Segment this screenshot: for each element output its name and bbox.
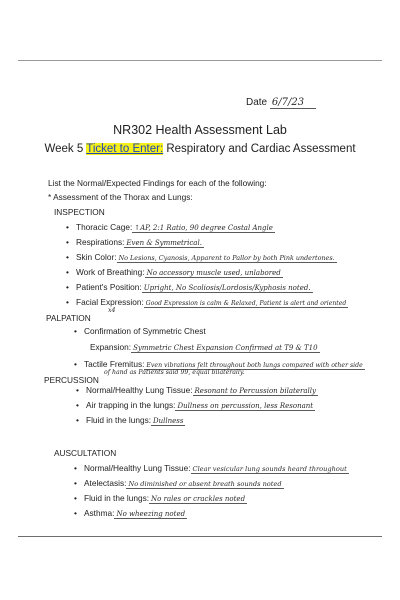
item-answer: No wheezing noted — [116, 510, 186, 518]
item-label: Thoracic Cage: — [76, 222, 133, 232]
item-answer: No accessory muscle used, unlabored — [146, 269, 281, 277]
expansion-line — [90, 342, 320, 352]
item-answer: Good Expression is calm & Relaxed, Patient is alert and oriented — [145, 300, 347, 307]
item-answer: No rales or crackles noted — [151, 495, 246, 503]
item-answer: Resonant to Percussion bilaterally — [194, 387, 316, 395]
expansion-label: Expansion: — [90, 342, 132, 352]
week-prefix: Week 5 — [44, 143, 87, 155]
ticket-to-enter-link[interactable]: Ticket to Enter: — [86, 143, 164, 155]
item-label: Facial Expression: — [76, 297, 144, 307]
palpation-list — [74, 324, 378, 339]
item-label: Confirmation of Symmetric Chest — [84, 326, 206, 336]
auscultation-item-asthma — [74, 506, 378, 521]
facial-note: x4 — [108, 307, 116, 314]
palpation-item-symmetric-chest — [74, 324, 378, 339]
item-label: Normal/Healthy Lung Tissue: — [86, 385, 193, 395]
item-label: Normal/Healthy Lung Tissue: — [84, 463, 191, 473]
auscultation-item-atelectasis — [74, 476, 378, 491]
item-label: Asthma: — [84, 508, 115, 518]
inspection-list — [66, 220, 378, 310]
inspection-item-work-of-breathing — [66, 265, 378, 280]
auscultation-item-fluid — [74, 491, 378, 506]
inspection-heading: INSPECTION — [54, 207, 105, 217]
item-label: Patient's Position: — [76, 282, 142, 292]
item-answer: Even & Symmetrical. — [126, 239, 202, 247]
item-answer: Even vibrations felt throughout both lungs compared with other side — [146, 362, 363, 369]
bottom-divider — [18, 536, 382, 537]
auscultation-item-healthy-tissue — [74, 461, 378, 476]
item-label: Skin Color: — [76, 252, 117, 262]
date-field — [246, 97, 316, 109]
item-label: Fluid in the lungs: — [86, 415, 152, 425]
percussion-item-air-trapping — [76, 398, 378, 413]
item-label: Atelectasis: — [84, 478, 127, 488]
item-label: Work of Breathing: — [76, 267, 145, 277]
inspection-item-respirations — [66, 235, 378, 250]
date-value: 6/7/23 — [270, 97, 316, 109]
auscultation-heading: AUSCULTATION — [54, 448, 117, 458]
inspection-item-patient-position — [66, 280, 378, 295]
percussion-item-fluid — [76, 413, 378, 428]
inspection-item-thoracic-cage — [66, 220, 378, 235]
instruction-line: List the Normal/Expected Findings for each of the following: — [48, 178, 267, 188]
palpation-heading: PALPATION — [46, 313, 91, 323]
expansion-answer: Symmetric Chest Expansion Confirmed at T9 & T10 — [133, 344, 318, 352]
inspection-item-skin-color — [66, 250, 378, 265]
item-answer: Upright, No Scoliosis/Lordosis/Kyphosis noted. — [143, 284, 311, 292]
section-intro: * Assessment of the Thorax and Lungs: — [48, 192, 193, 202]
course-title: NR302 Health Assessment Lab — [113, 123, 287, 137]
assignment-subtitle — [0, 143, 400, 155]
item-answer: Clear vesicular lung sounds heard throughout — [192, 465, 347, 473]
fremitus-note: of hand as Patients said 99, equal bilaterally. — [104, 369, 245, 376]
item-answer: Dullness on percussion, less Resonant — [177, 402, 314, 410]
item-answer: No diminished or absent breath sounds noted — [128, 480, 282, 488]
auscultation-list — [74, 461, 378, 521]
instructions — [48, 178, 382, 206]
item-label: Fluid in the lungs: — [84, 493, 150, 503]
item-label: Respirations: — [76, 237, 125, 247]
percussion-list — [76, 383, 378, 428]
item-label: Air trapping in the lungs: — [86, 400, 176, 410]
item-answer: Dullness — [153, 417, 184, 425]
date-label: Date — [246, 97, 268, 108]
item-label: Tactile Fremitus: — [84, 359, 145, 369]
top-divider — [18, 60, 382, 61]
percussion-item-healthy-tissue — [76, 383, 378, 398]
item-answer: No Lesions, Cyanosis, Apparent to Pallor by both Pink undertones. — [118, 254, 335, 262]
percussion-heading: PERCUSSION — [44, 375, 99, 385]
week-suffix: Respiratory and Cardiac Assessment — [163, 143, 356, 155]
item-answer: ↑AP, 2:1 Ratio, 90 degree Costal Angle — [134, 224, 273, 232]
